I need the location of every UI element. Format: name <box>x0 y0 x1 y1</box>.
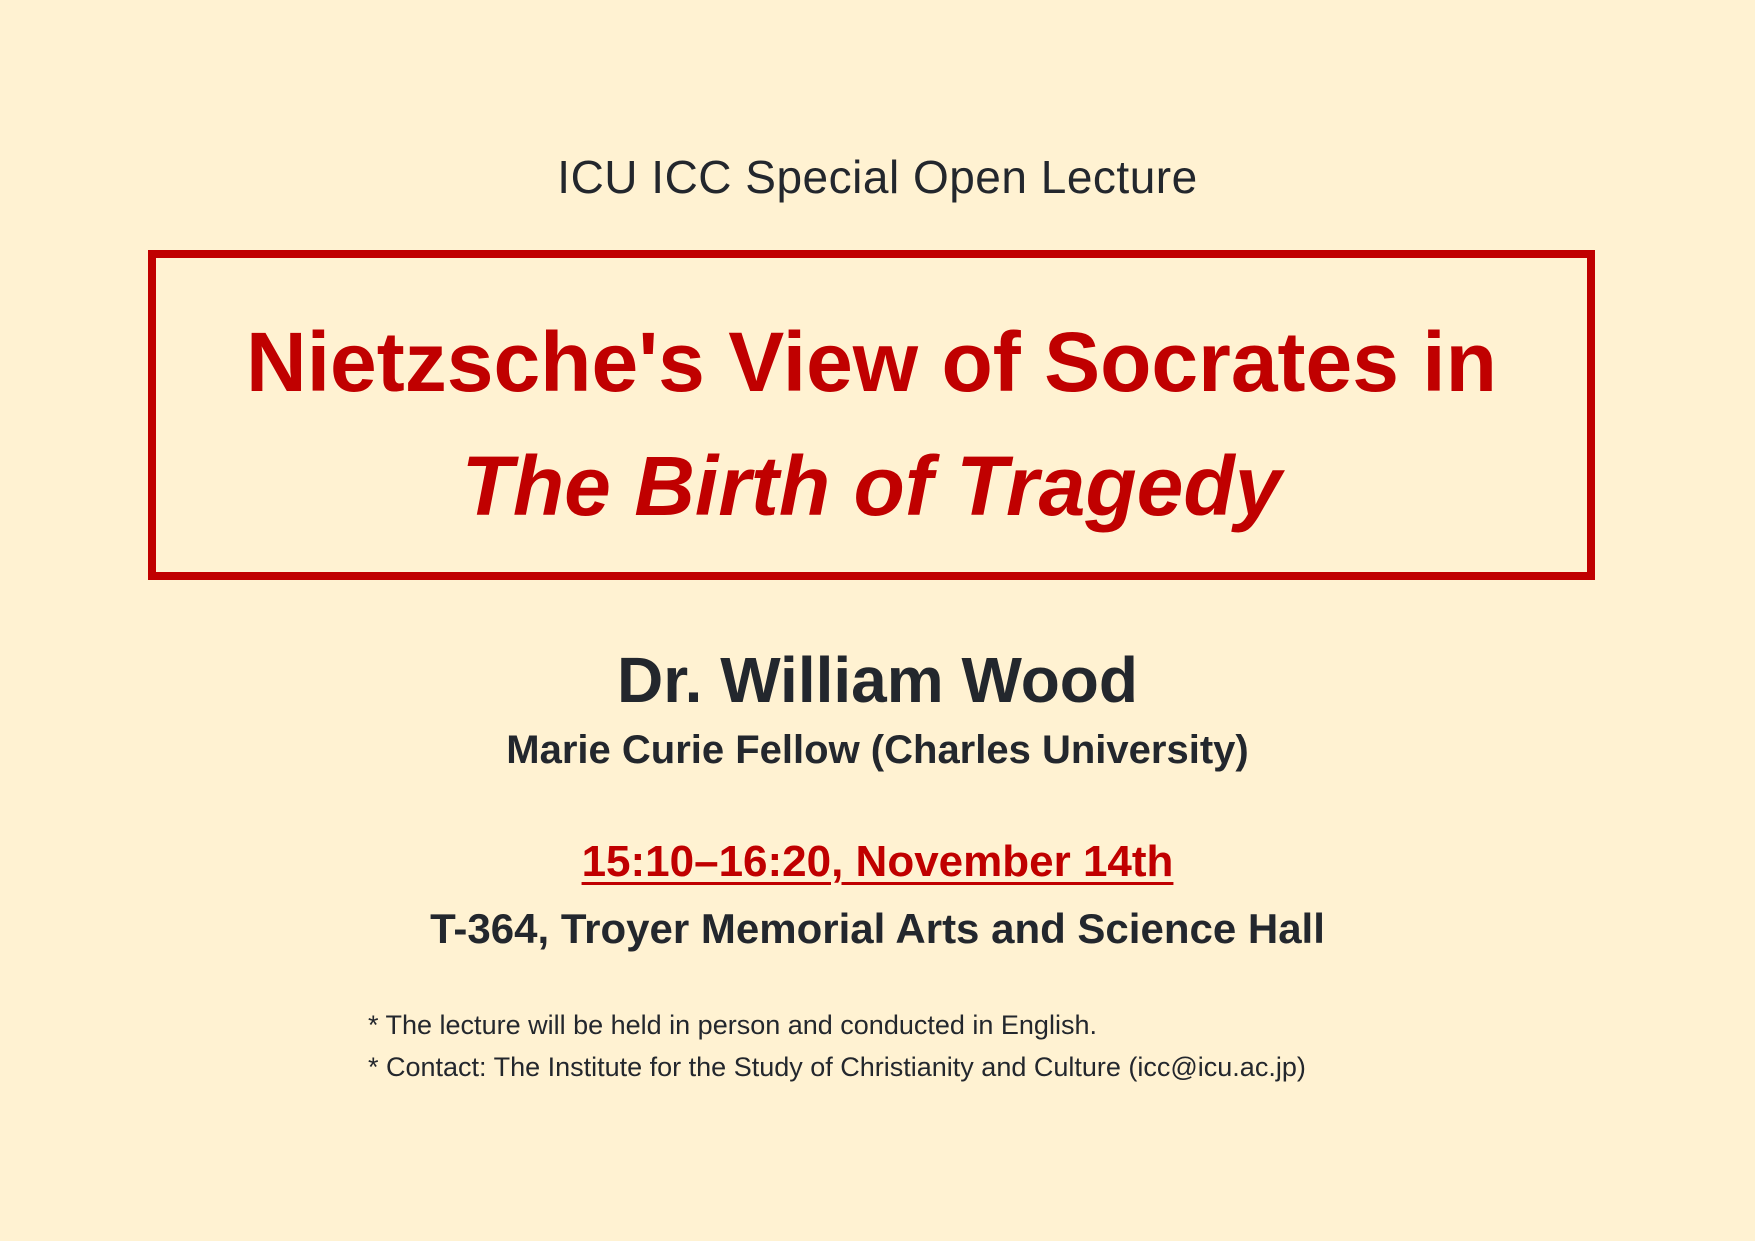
lecture-title-line-2: The Birth of Tragedy <box>461 439 1282 533</box>
lecture-title-line-1: Nietzsche's View of Socrates in <box>246 315 1497 409</box>
event-datetime <box>0 832 1755 892</box>
notes-block <box>368 1004 1306 1088</box>
speaker-affiliation: Marie Curie Fellow (Charles University) <box>506 728 1249 772</box>
speaker-name: Dr. William Wood <box>617 644 1138 716</box>
title-frame <box>148 250 1595 580</box>
event-datetime-text: 15:10–16:20, November 14th <box>581 837 1174 886</box>
note-contact: * Contact: The Institute for the Study of Christianity and Culture (icc@icu.ac.jp) <box>368 1052 1306 1082</box>
note-language: * The lecture will be held in person and conducted in English. <box>368 1010 1097 1040</box>
lecture-series-label: ICU ICC Special Open Lecture <box>557 151 1198 203</box>
event-venue: T-364, Troyer Memorial Arts and Science Hall <box>430 905 1325 952</box>
